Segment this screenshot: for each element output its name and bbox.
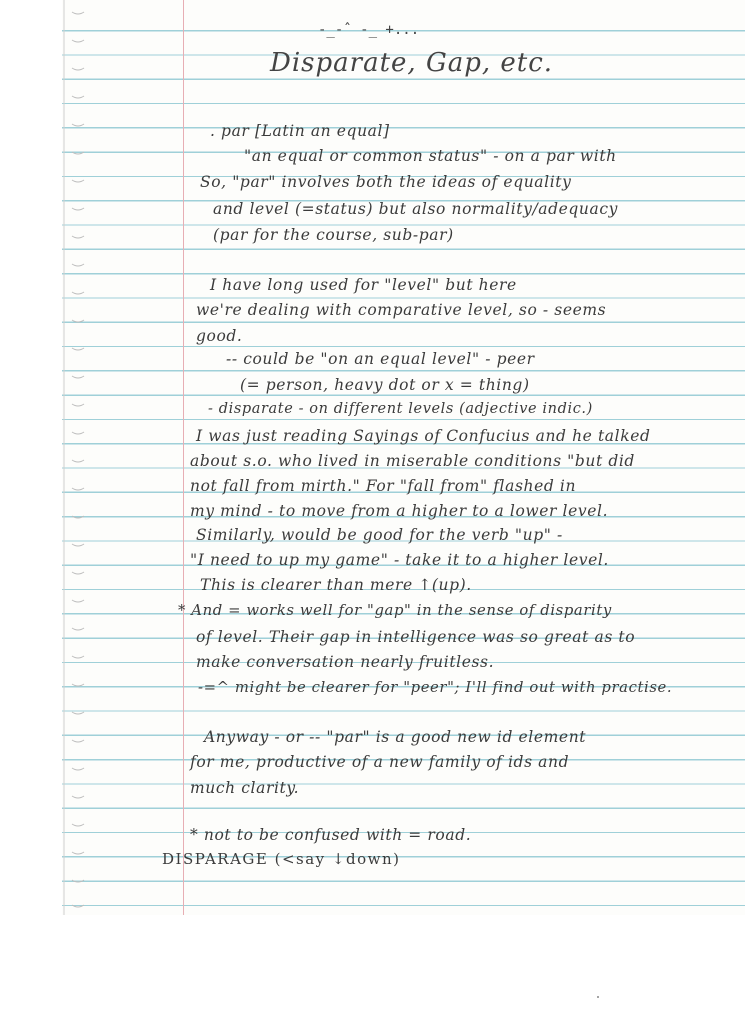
- note-line: Similarly, would be good for the verb "up" -: [196, 526, 563, 544]
- title-symbols: -̲-ˆ -̲ +...: [318, 22, 420, 38]
- note-line: I was just reading Sayings of Confucius and he talked: [196, 427, 651, 445]
- note-line: - disparate - on different levels (adjective indic.): [208, 401, 593, 417]
- note-line: * And = works well for "gap" in the sense of disparity: [178, 602, 612, 619]
- note-line: DISPARAGE (<say ↓down): [162, 850, 401, 868]
- note-line: * not to be confused with = road.: [190, 826, 472, 844]
- note-line: we're dealing with comparative level, so - seems: [196, 301, 607, 319]
- stray-mark: [597, 996, 599, 998]
- perforation-marks: [72, 12, 84, 907]
- note-line: about s.o. who lived in miserable conditions "but did: [190, 452, 635, 470]
- note-line: -=^ might be clearer for "peer"; I'll find out with practise.: [198, 679, 673, 696]
- note-line: Anyway - or -- "par" is a good new id element: [204, 728, 587, 746]
- note-line: make conversation nearly fruitless.: [196, 653, 495, 671]
- note-line: -- could be "on an equal level" - peer: [226, 350, 535, 368]
- note-line: good.: [196, 327, 243, 345]
- note-line: This is clearer than mere ↑(up).: [200, 576, 472, 594]
- note-line: (= person, heavy dot or x = thing): [240, 376, 530, 394]
- torn-edge: [58, 0, 98, 915]
- note-line: and level (=status) but also normality/adequacy: [213, 200, 618, 218]
- note-line: (par for the course, sub-par): [213, 226, 454, 244]
- note-line: So, "par" involves both the ideas of equality: [200, 173, 572, 191]
- note-line: for me, productive of a new family of ids and: [190, 753, 570, 771]
- note-line: "I need to up my game" - take it to a higher level.: [190, 551, 609, 569]
- red-margin-line: [183, 0, 184, 915]
- note-line: I have long used for "level" but here: [210, 276, 517, 294]
- page-title: Disparate, Gap, etc.: [270, 48, 554, 78]
- note-line: not fall from mirth." For "fall from" flashed in: [190, 477, 577, 495]
- note-line: of level. Their gap in intelligence was so great as to: [196, 628, 636, 646]
- note-line: my mind - to move from a higher to a lower level.: [190, 502, 609, 520]
- note-line: "an equal or common status" - on a par with: [244, 147, 617, 165]
- note-line: . par [Latin an equal]: [210, 122, 390, 140]
- note-line: much clarity.: [190, 779, 300, 797]
